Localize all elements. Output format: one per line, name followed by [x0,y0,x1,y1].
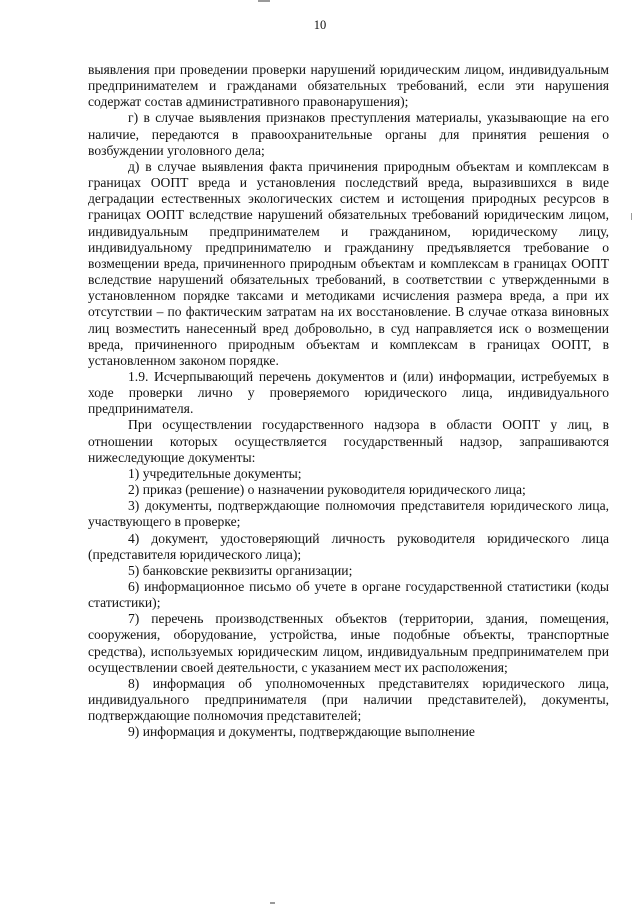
list-item-1: 1) учредительные документы; [128,465,302,481]
list-item-3: 3) документы, подтверждающие полномочия представителя юридического лица, участвующего в проверке; [88,498,609,530]
paragraph-continuation: выявления при проведении проверки нарушений юридическим лицом, индивидуальным предпринимателем и гражданами обязательных требований, если эти нарушения содержат состав административного правонарушения); [88,62,609,110]
paragraph-section-1-9: 1.9. Исчерпывающий перечень документов и (или) информации, истребуемых в ходе проверки лично у проверяемого юридического лица, индивидуального предпринимателя. [88,368,609,417]
paragraph-intro-documents: При осуществлении государственного надзора в области ООПТ у лиц, в отношении которых осуществляется государственный надзор, запрашиваются нижеследующие документы: [88,417,609,465]
scan-mark-top [258,0,270,2]
list-item-4: 4) документ, удостоверяющий личность руководителя юридического лица (представителя юридического лица); [88,530,609,562]
paragraph-item-g: г) в случае выявления признаков преступления материалы, указывающие на его наличие, передаются в правоохранительные органы для принятия решения о возбуждении уголовного дела; [88,110,609,158]
scan-mark-right [631,213,632,220]
list-item-8: 8) информация об уполномоченных представителях юридического лица, индивидуального предпринимателя (при наличии представителей), документы, подтверждающие полномочия представителей; [88,675,609,724]
list-item-9: 9) информация и документы, подтверждающие выполнение [128,724,475,740]
paragraph-item-d: д) в случае выявления факта причинения природным объектам и комплексам в границах ООПТ вреда и установления последствий вреда, выразившихся в виде деградации естественных экологических систем и истощения природных ресурсов в границах ООПТ вследствие нарушений обязательных требований юридическим лицом, индивидуальным предпринимателем и гражданином, юридическому лицу, индивидуальному предпринимателю и гражданину предъявляется требование о возмещении вреда, причиненного природным объектам и комплексам в границах ООПТ вследствие нарушений обязательных требований, в соответствии с утвержденными в установленном порядке таксами и методиками исчисления размера вреда, а при их отсутствии – по фактическим затратам на их восстановление. В случае отказа виновных лиц возместить нанесенный вред добровольно, в суд направляется иск о возмещении вреда, причиненного природным объектам и комплексам в границах ООПТ, в установленном законом порядке. [88,158,609,368]
scan-mark-bottom [270,902,275,904]
page-number: 10 [313,18,327,32]
list-item-6: 6) информационное письмо об учете в органе государственной статистики (коды статистики); [88,579,609,611]
document-body [88,62,609,741]
list-item-7: 7) перечень производственных объектов (территории, здания, помещения, сооружения, оборудование, устройства, иные подобные объекты, транспортные средства), используемых юридическим лицом, индивидуальным предпринимателем при осуществлении своей деятельности, с указанием мест их расположения; [88,611,609,675]
list-item-2: 2) приказ (решение) о назначении руководителя юридического лица; [128,482,526,498]
list-item-5: 5) банковские реквизиты организации; [128,562,353,578]
